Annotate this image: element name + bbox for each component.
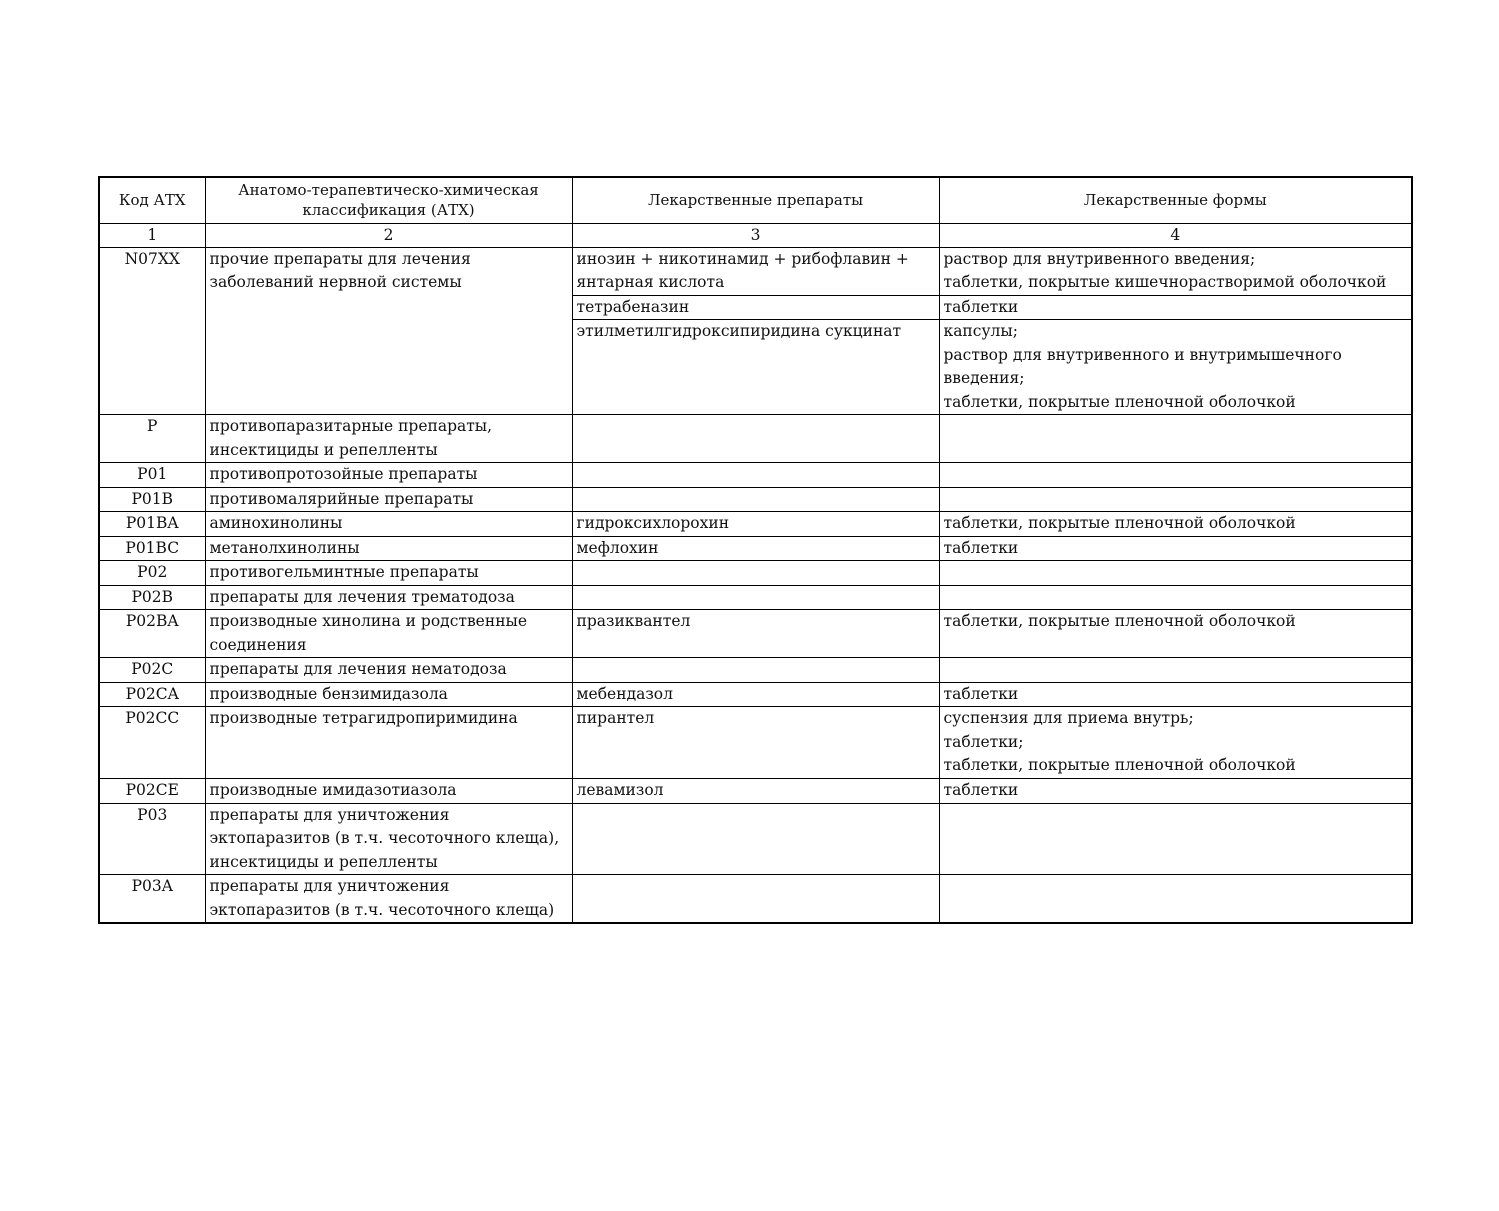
table-row — [99, 487, 1412, 512]
drug-name — [572, 707, 939, 779]
atc-classification — [205, 561, 572, 586]
cell-line: эктопаразитов (в т.ч. чесоточного клеща), — [209, 829, 560, 847]
cell-line: раствор для внутривенного введения; — [943, 249, 1256, 268]
atc-code: P03A — [99, 875, 205, 924]
atc-classification — [205, 415, 572, 463]
table-row — [99, 779, 1412, 804]
dosage-forms — [939, 512, 1412, 537]
drug-name — [572, 803, 939, 875]
column-number: 3 — [572, 223, 939, 247]
header-drugs: Лекарственные препараты — [572, 177, 939, 223]
atc-classification — [205, 682, 572, 707]
atc-classification — [205, 707, 572, 779]
cell-line: таблетки; — [943, 732, 1024, 751]
table-row — [99, 610, 1412, 658]
table-row — [99, 536, 1412, 561]
atc-code: P02CA — [99, 682, 205, 707]
atc-code: P01BC — [99, 536, 205, 561]
drug-name — [572, 610, 939, 658]
cell-line: препараты для лечения трематодоза — [209, 587, 515, 606]
cell-line: производные имидазотиазола — [209, 781, 457, 799]
atc-classification — [205, 779, 572, 804]
drug-name — [572, 658, 939, 683]
drug-name — [572, 682, 939, 707]
cell-line: пирантел — [576, 709, 655, 727]
drug-name — [572, 295, 939, 320]
cell-line: противопротозойные препараты — [209, 465, 478, 483]
column-number: 2 — [205, 223, 572, 247]
cell-line: инсектициды и репелленты — [209, 440, 438, 459]
atc-classification — [205, 875, 572, 924]
dosage-forms — [939, 487, 1412, 512]
drug-name — [572, 779, 939, 804]
cell-line: производные хинолина и родственные — [209, 612, 528, 630]
drug-name — [572, 585, 939, 610]
table-row — [99, 803, 1412, 875]
cell-line: производные бензимидазола — [209, 684, 448, 703]
table-row — [99, 512, 1412, 537]
drug-name — [572, 320, 939, 415]
table-row — [99, 658, 1412, 683]
atc-classification — [205, 463, 572, 488]
cell-line: гидроксихлорохин — [576, 514, 730, 532]
cell-line: метанолхинолины — [209, 538, 360, 557]
cell-line: мефлохин — [576, 538, 659, 557]
cell-line: таблетки — [943, 538, 1019, 557]
dosage-forms — [939, 536, 1412, 561]
atc-code: P01 — [99, 463, 205, 488]
atc-code: P03 — [99, 803, 205, 875]
dosage-forms — [939, 463, 1412, 488]
cell-line: янтарная кислота — [576, 273, 725, 291]
cell-line: суспензия для приема внутрь; — [943, 709, 1194, 727]
atc-code: P — [99, 415, 205, 463]
column-number-row — [99, 223, 1412, 247]
cell-line: этилметилгидроксипиридина сукцинат — [576, 322, 902, 340]
atc-classification — [205, 512, 572, 537]
atc-code: P02 — [99, 561, 205, 586]
cell-line: соединения — [209, 635, 307, 654]
dosage-forms — [939, 610, 1412, 658]
atc-classification — [205, 536, 572, 561]
cell-line: таблетки, покрытые пленочной оболочкой — [943, 514, 1296, 532]
atc-code: P02BA — [99, 610, 205, 658]
atc-code: P02CE — [99, 779, 205, 804]
dosage-forms — [939, 682, 1412, 707]
dosage-forms — [939, 320, 1412, 415]
table-row — [99, 875, 1412, 924]
header-code: Код АТХ — [99, 177, 205, 223]
dosage-forms — [939, 295, 1412, 320]
cell-line: таблетки — [943, 684, 1019, 703]
dosage-forms — [939, 561, 1412, 586]
cell-line: раствор для внутривенного и внутримышечного — [943, 345, 1342, 364]
drug-name — [572, 875, 939, 924]
cell-line: капсулы; — [943, 322, 1018, 340]
atc-code: P01B — [99, 487, 205, 512]
atc-classification — [205, 487, 572, 512]
cell-line: таблетки, покрытые пленочной оболочкой — [943, 756, 1296, 774]
cell-line: таблетки — [943, 781, 1019, 799]
dosage-forms — [939, 875, 1412, 924]
cell-line: введения; — [943, 369, 1025, 387]
table-row — [99, 247, 1412, 295]
cell-line: мебендазол — [576, 684, 673, 703]
cell-line: празиквантел — [576, 612, 691, 630]
cell-line: аминохинолины — [209, 514, 343, 532]
cell-line: тетрабеназин — [576, 297, 690, 316]
drug-name — [572, 463, 939, 488]
table-row — [99, 707, 1412, 779]
drug-name — [572, 247, 939, 295]
atc-code: N07XX — [99, 247, 205, 415]
cell-line: таблетки — [943, 297, 1019, 316]
cell-line: противогельминтные препараты — [209, 563, 479, 581]
header-forms: Лекарственные формы — [939, 177, 1412, 223]
atc-code: P02C — [99, 658, 205, 683]
atc-classification — [205, 585, 572, 610]
atc-code: P01BA — [99, 512, 205, 537]
cell-line: заболеваний нервной системы — [209, 273, 462, 291]
cell-line: эктопаразитов (в т.ч. чесоточного клеща) — [209, 900, 555, 919]
dosage-forms — [939, 658, 1412, 683]
drug-name — [572, 512, 939, 537]
atc-code: P02CC — [99, 707, 205, 779]
table-header-row — [99, 177, 1412, 223]
atc-classification — [205, 610, 572, 658]
dosage-forms — [939, 707, 1412, 779]
dosage-forms — [939, 779, 1412, 804]
drug-name — [572, 487, 939, 512]
dosage-forms — [939, 415, 1412, 463]
cell-line: таблетки, покрытые пленочной оболочкой — [943, 612, 1296, 630]
atc-classification — [205, 803, 572, 875]
table-row — [99, 585, 1412, 610]
cell-line: инозин + никотинамид + рибофлавин + — [576, 249, 909, 268]
table-row — [99, 415, 1412, 463]
cell-line: противомалярийные препараты — [209, 489, 474, 508]
drug-name — [572, 561, 939, 586]
column-number: 1 — [99, 223, 205, 247]
cell-line: противопаразитарные препараты, — [209, 417, 493, 435]
cell-line: инсектициды и репелленты — [209, 852, 438, 871]
cell-line: препараты для уничтожения — [209, 877, 450, 895]
atc-code: P02B — [99, 585, 205, 610]
cell-line: препараты для уничтожения — [209, 805, 450, 824]
table-row — [99, 463, 1412, 488]
table-row — [99, 561, 1412, 586]
atc-classification — [205, 658, 572, 683]
dosage-forms — [939, 803, 1412, 875]
cell-line: таблетки, покрытые кишечнорастворимой оболочкой — [943, 273, 1387, 291]
dosage-forms — [939, 247, 1412, 295]
cell-line: таблетки, покрытые пленочной оболочкой — [943, 392, 1296, 411]
header-classification: Анатомо-терапевтическо-химическая классификация (АТХ) — [205, 177, 572, 223]
dosage-forms — [939, 585, 1412, 610]
drug-name — [572, 536, 939, 561]
drug-name — [572, 415, 939, 463]
cell-line: производные тетрагидропиримидина — [209, 709, 518, 727]
cell-line: прочие препараты для лечения — [209, 249, 471, 268]
column-number: 4 — [939, 223, 1412, 247]
atc-classification — [205, 247, 572, 415]
atc-drug-table — [98, 176, 1413, 924]
table-row — [99, 682, 1412, 707]
cell-line: препараты для лечения нематодоза — [209, 660, 507, 678]
cell-line: левамизол — [576, 781, 664, 799]
